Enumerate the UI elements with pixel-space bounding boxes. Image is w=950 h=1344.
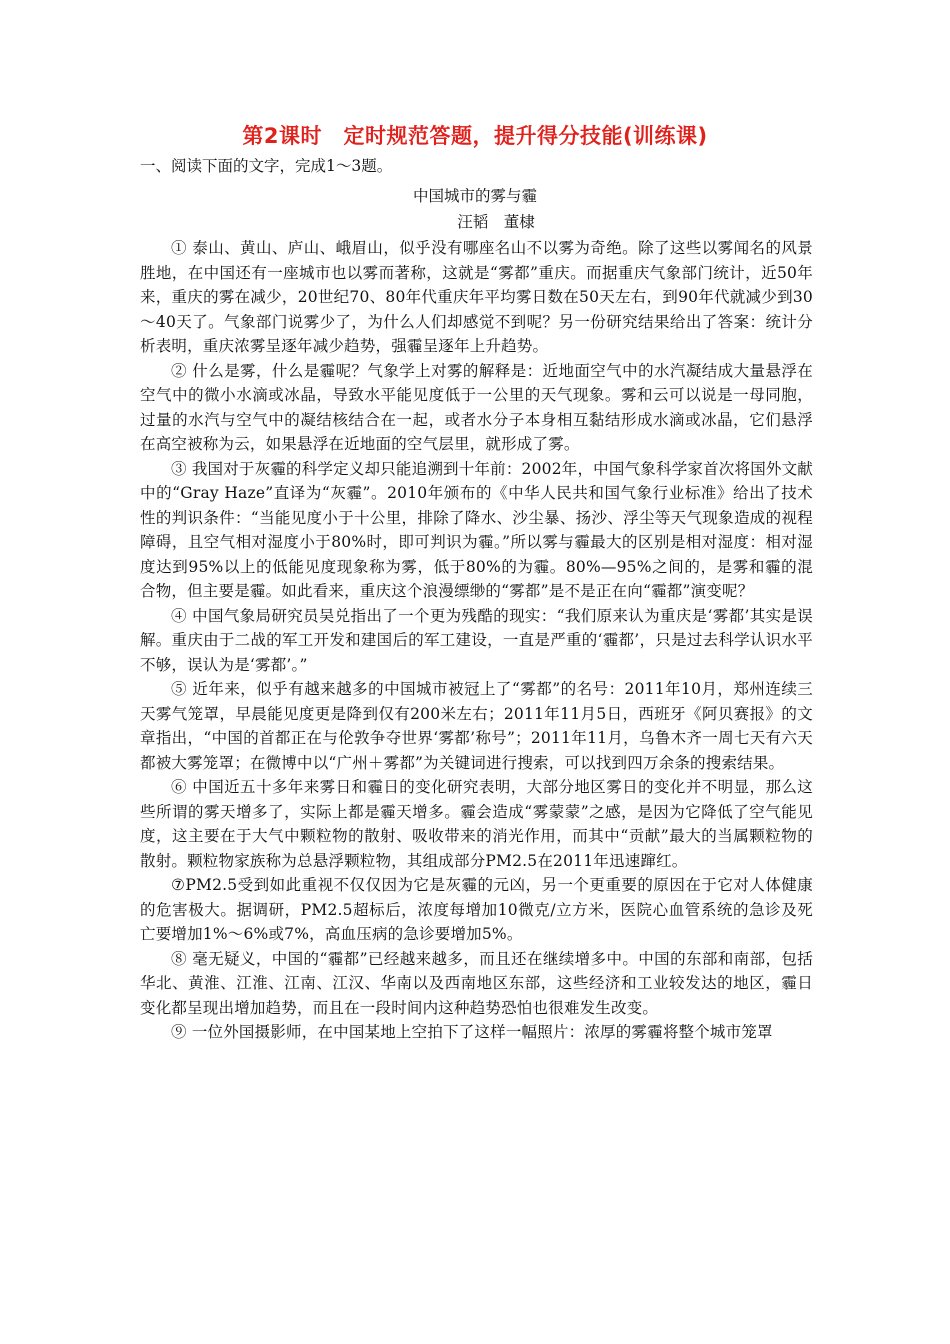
article-authors: 汪韬 董棣 <box>457 213 535 231</box>
article-title: 中国城市的雾与霾 <box>412 187 537 205</box>
article-body <box>140 236 813 1045</box>
lesson-title: 第2课时 定时规范答题，提升得分技能(训练课) <box>242 124 708 148</box>
paragraph-5: ⑤ 近年来，似乎有越来越多的中国城市被冠上了“雾都”的名号：2011年10月，郑州连续三天雾气笼罩，早晨能见度更是降到仅有200米左右；2011年11月5日，西班牙《阿贝赛报》的文章指出，“中国的首都正在与伦敦争夺世界‘雾都’称号”；2011年11月，乌鲁木齐一周七天有六天都被大雾笼罩；在微博中以“广州＋雾都”为关键词进行搜索，可以找到四万余条的搜索结果。 <box>140 680 813 772</box>
paragraph-8: ⑧ 毫无疑义，中国的“霾都”已经越来越多，而且还在继续增多中。中国的东部和南部，包括华北、黄淮、江淮、江南、江汉、华南以及西南地区东部，这些经济和工业较发达的地区，霾日变化都呈现出增加趋势，而且在一段时间内这种趋势恐怕也很难发生改变。 <box>140 949 813 1017</box>
question-instruction: 一、阅读下面的文字，完成1～3题。 <box>140 157 393 175</box>
paragraph-3: ③ 我国对于灰霾的科学定义却只能追溯到十年前：2002年，中国气象科学家首次将国外文献中的“Gray Haze”直译为“灰霾”。2010年颁布的《中华人民共和国气象行业标准》给出了技术性的判识条件：“当能见度小于十公里，排除了降水、沙尘暴、扬沙、浮尘等天气现象造成的视程障碍，且空气相对湿度小于80%时，即可判识为霾。”所以雾与霾最大的区别是相对湿度：相对湿度达到95%以上的低能见度现象称为雾，低于80%的为霾。80%—95%之间的，是雾和霾的混合物，但主要是霾。如此看来，重庆这个浪漫缥缈的“雾都”是不是正在向“霾都”演变呢？ <box>140 459 813 600</box>
paragraph-4: ④ 中国气象局研究员吴兑指出了一个更为残酷的现实：“我们原来认为重庆是‘雾都’其实是误解。重庆由于二战的军工开发和建国后的军工建设，一直是严重的‘霾都’，只是过去科学认识水平不够，误认为是‘雾都’。” <box>140 606 813 674</box>
paragraph-9: ⑨ 一位外国摄影师，在中国某地上空拍下了这样一幅照片：浓厚的雾霾将整个城市笼罩 <box>171 1023 773 1041</box>
paragraph-2: ② 什么是雾，什么是霾呢？气象学上对雾的解释是：近地面空气中的水汽凝结成大量悬浮在空气中的微小水滴或冰晶，导致水平能见度低于一公里的天气现象。雾和云可以说是一母同胞，过量的水汽与空气中的凝结核结合在一起，或者水分子本身相互黏结形成水滴或冰晶，它们悬浮在高空被称为云，如果悬浮在近地面的空气层里，就形成了雾。 <box>140 361 813 453</box>
paragraph-7: ⑦PM2.5受到如此重视不仅仅因为它是灰霾的元凶，另一个更重要的原因在于它对人体健康的危害极大。据调研，PM2.5超标后，浓度每增加10微克/立方米，医院心血管系统的急诊及死亡要增加1%～6%或7%，高血压病的急诊要增加5%。 <box>140 876 813 943</box>
paragraph-1: ① 泰山、黄山、庐山、峨眉山，似乎没有哪座名山不以雾为奇绝。除了这些以雾闻名的风景胜地，在中国还有一座城市也以雾而著称，这就是“雾都”重庆。而据重庆气象部门统计，近50年来，重庆的雾在减少，20世纪70、80年代重庆年平均雾日数在50天左右，到90年代就减少到30～40天了。气象部门说雾少了，为什么人们却感觉不到呢？另一份研究结果给出了答案：统计分析表明，重庆浓雾呈逐年减少趋势，强霾呈逐年上升趋势。 <box>140 239 813 355</box>
paragraph-6: ⑥ 中国近五十多年来雾日和霾日的变化研究表明，大部分地区雾日的变化并不明显，那么这些所谓的雾天增多了，实际上都是霾天增多。霾会造成“雾蒙蒙”之感，是因为它降低了空气能见度，这主要在于大气中颗粒物的散射、吸收带来的消光作用，而其中“贡献”最大的当属颗粒物的散射。颗粒物家族称为总悬浮颗粒物，其组成部分PM2.5在2011年迅速蹿红。 <box>140 778 813 870</box>
